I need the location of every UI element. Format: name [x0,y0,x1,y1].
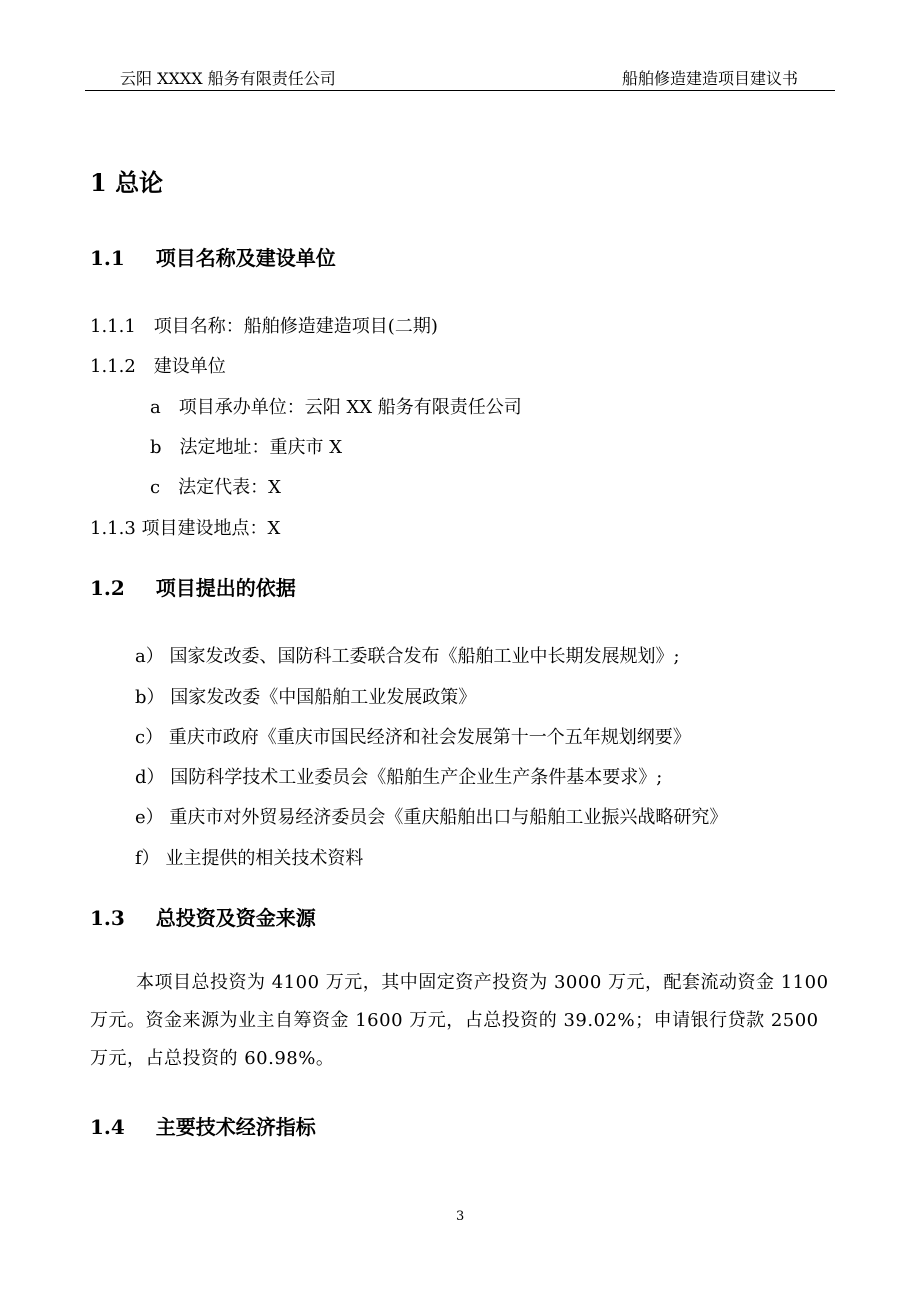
item-c-representative: c 法定代表：X [150,477,281,498]
chapter-number: 1 [90,168,107,197]
page-number: 3 [456,1209,465,1224]
chapter-heading [90,163,163,198]
section-1-2-heading [90,572,296,601]
section-1-1-heading [90,242,336,271]
item-1-1-3: 1.1.3 项目建设地点：X [90,518,281,539]
section-title: 项目提出的依据 [155,576,296,600]
section-1-3-heading [90,902,316,931]
section-number: 1.3 [90,906,125,930]
basis-item: a） 国家发改委、国防科工委联合发布《船舶工业中长期发展规划》; [135,646,680,667]
section-title: 项目名称及建设单位 [155,246,336,270]
header-rule [85,90,835,91]
chapter-title: 总论 [115,168,164,197]
item-1-1-2: 1.1.2 建设单位 [90,356,226,377]
basis-item: e） 重庆市对外贸易经济委员会《重庆船舶出口与船舶工业振兴战略研究》 [135,807,728,828]
basis-item: b） 国家发改委《中国船舶工业发展政策》 [135,687,477,708]
header-company: 云阳 XXXX 船务有限责任公司 [120,69,336,88]
section-number: 1.1 [90,246,125,270]
section-number: 1.2 [90,576,125,600]
investment-paragraph: 本项目总投资为 4100 万元，其中固定资产投资为 3000 万元，配套流动资金 1100 万元。资金来源为业主自筹资金 1600 万元，占总投资的 39.02%；申请银行贷款 2500 万元，占总投资的 60.98%。 [90,972,829,1069]
item-a-sponsor: a 项目承办单位：云阳 XX 船务有限责任公司 [150,397,522,418]
basis-item: d） 国防科学技术工业委员会《船舶生产企业生产条件基本要求》; [135,767,663,788]
section-1-4-heading [90,1111,316,1140]
section-title: 总投资及资金来源 [155,906,316,930]
item-b-address: b 法定地址：重庆市 X [150,437,343,458]
basis-item: f） 业主提供的相关技术资料 [135,848,364,869]
item-1-1-1: 1.1.1 项目名称：船舶修造建造项目(二期) [90,316,438,337]
section-number: 1.4 [90,1115,125,1139]
section-title: 主要技术经济指标 [155,1115,316,1139]
basis-item: c） 重庆市政府《重庆市国民经济和社会发展第十一个五年规划纲要》 [135,727,691,748]
header-doc-title: 船舶修造建造项目建议书 [622,69,799,88]
